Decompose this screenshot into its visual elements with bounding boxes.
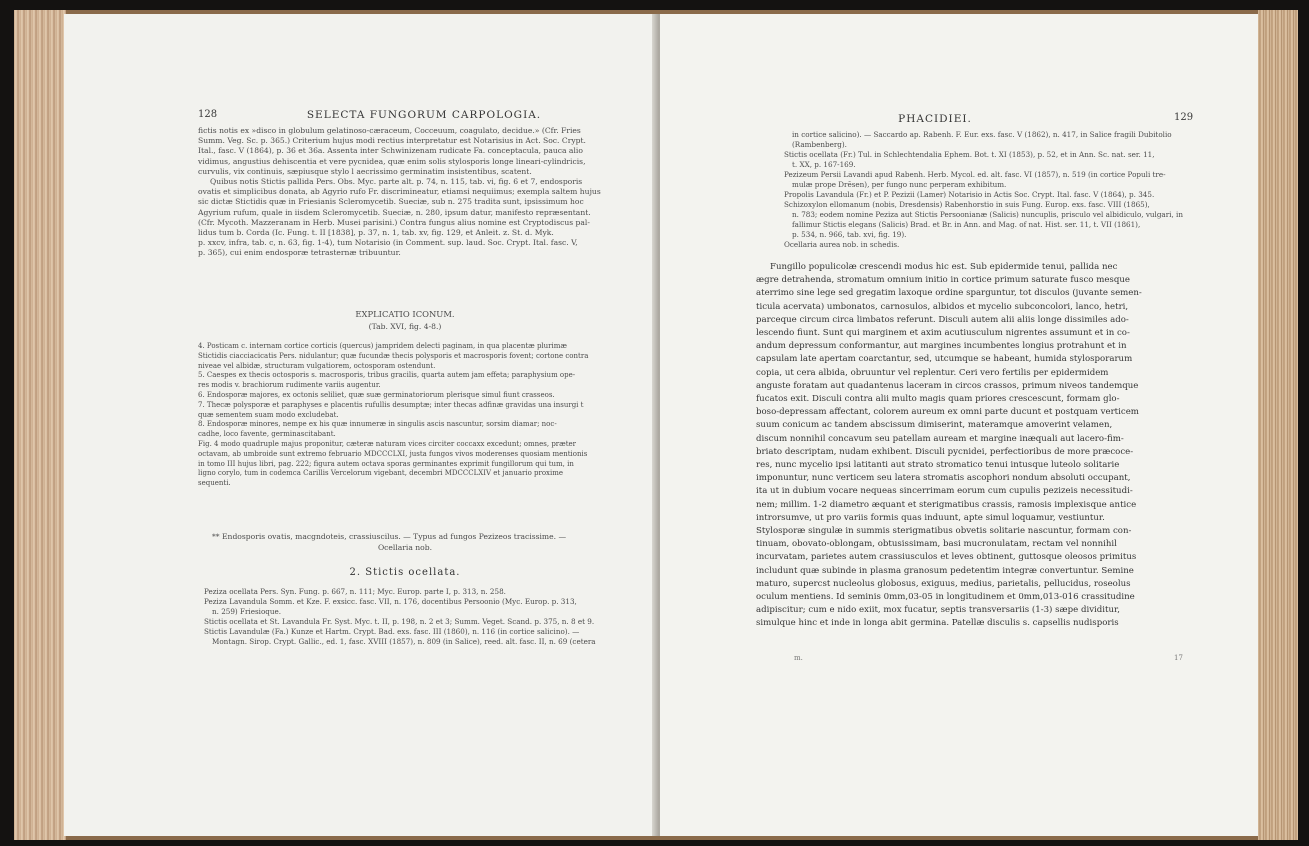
text-line: discum nonnihil concavum seu patellam auream et margine inæquali aut lacero-fim-	[756, 433, 1124, 444]
text-line: fallimur Stictis elegans (Salicis) Brad. et Br. in Ann. and Mag. of nat. Hist. ser. 11, t. VII (1861),	[792, 220, 1141, 229]
synonyms-left	[204, 587, 612, 647]
text-line: ticula acervata) umbonatos, carnosulos, albidos et mycelio subconcolori, lanco, hetri,	[756, 301, 1129, 312]
text-line: copia, ut cera albida, obruuntur vel replentur. Ceri vero fertilis per epidermidem	[756, 367, 1109, 378]
text-line: Ital., fasc. V (1864), p. 36 et 36a. Assenta inter Schwinizenam rudicate Fa. conceptacula, pauca alio	[198, 146, 583, 156]
left-page-stack-edge	[14, 10, 66, 840]
text-line: curvulis, vix continuis, sæpiusque stylo l aecrissimo germinatim insistentibus, scatent.	[198, 166, 532, 176]
text-line: Schizoxylon ellomanum (nobis, Dresdensis) Rabenhorstio in suis Fung. Europ. exs. fasc. VIII (1865),	[784, 200, 1150, 209]
text-line: Montagn. Sirop. Crypt. Gallic., ed. 1, fasc. XVIII (1857), n. 809 (in Salice), reed. alt. fasc. II, n. 69 (cetera	[212, 637, 596, 646]
text-line: maturo, supercst nucleolus globosus, exiguus, medius, parietalis, pellucidus, roseolus	[756, 578, 1131, 589]
text-line: includunt quæ subinde in plasma granosum pedetentim integræ convertuntur. Semine	[756, 565, 1134, 576]
text-line: sic dictæ Stictidis quæ in Friesianis Scleromycetib. Sueciæ, sub n. 275 tradita sunt, ipsissimum hoc	[198, 197, 584, 207]
text-line: aterrimo sine lege sed gregatim laxoque ordine sparguntur, tot disculos (juvante semen-	[756, 288, 1142, 299]
text-line: tinuam, obovato-oblongam, obtusissimam, basi mucronulatam, rectam vel nonnihil	[756, 539, 1117, 550]
footnote-line-1: ** Endosporis ovatis, macgndoteis, crassiuscilus. — Typus ad fungos Pezizeos tracissime. —	[212, 532, 567, 541]
text-line: fucatos exit. Disculi contra alii multo magis quam priores crescescunt, formam glo-	[756, 394, 1120, 405]
left-intro-text	[198, 126, 612, 259]
text-line: Quibus notis Stictis pallida Pers. Obs. Myc. parte alt. p. 74, n. 115, tab. vi, fig. 6 et 7, endosporis	[210, 177, 583, 187]
text-line: briato descriptam, nudam exhibent. Disculi pycnidei, perfectioribus de more præcoce-	[756, 446, 1134, 457]
text-line: Ocellaria aurea nob. in schedis.	[784, 240, 900, 249]
text-line: res, nunc mycelio ipsi latitanti aut strato stromatico tenui intusque luteolo solitarie	[756, 460, 1120, 471]
text-line: adipiscitur; cum e nido exiit, mox fucatur, septis transversariis (1-3) sæpe dividitur,	[756, 605, 1120, 616]
text-line: cadhe, loco favente, germinascitabant.	[198, 430, 336, 439]
text-line: Pezizeum Persii Lavandi apud Rabenh. Herb. Mycol. ed. alt. fasc. VI (1857), n. 519 (in cortice Populi tre-	[784, 170, 1166, 179]
text-line: nem; millim. 1-2 diametro æquant et sterigmatibus crassis, ramosis implexisque antice	[756, 499, 1137, 510]
right-page-number: 129	[1174, 112, 1194, 123]
text-line: Stictis ocellata et St. Lavandula Fr. Syst. Myc. t. II, p. 198, n. 2 et 3; Summ. Veget. Scand. p. 375, n. 8 et 9.	[204, 617, 595, 626]
text-line: lidus tum b. Corda (Ic. Fung. t. II [1838], p. 37, n. 1, tab. xv, fig. 129, et Anleit. z. St. d. Myk.	[198, 228, 554, 238]
right-footer-gathering: 17	[1174, 654, 1183, 662]
text-line: Agyrium rufum, quale in iisdem Scleromycetib. Sueciæ, n. 280, ipsum datur, manifesto repræsentant.	[198, 207, 591, 217]
text-line: ligno corylo, tum in codemca Carillis Vercelorum vigebant, decembri MDCCCLXIV et januario proxime	[198, 469, 564, 478]
text-line: Stictis ocellata (Fr.) Tul. in Schlechtendalia Ephem. Bot. t. XI (1853), p. 52, et in Ann. Sc. nat. ser. 11,	[784, 150, 1155, 159]
left-running-title: SELECTA FUNGORUM CARPOLOGIA.	[306, 109, 542, 121]
text-line: Peziza ocellata Pers. Syn. Fung. p. 667, n. 111; Myc. Europ. parte I, p. 313, n. 258.	[204, 587, 506, 596]
text-line: Propolis Lavandula (Fr.) et P. Pezizii (Lamer) Notarisio in Actis Soc. Crypt. Ital. fasc. V (1864), p. 345.	[784, 190, 1155, 199]
text-line: in cortice salicino). — Saccardo ap. Rabenh. F. Eur. exs. fasc. V (1862), n. 417, in Salice fragili Dubitolio	[792, 130, 1172, 139]
text-line: imponuntur, nunc verticem seu latera stromatis ascophori nondum absoluti occupant,	[756, 473, 1131, 484]
explicatio-title: EXPLICATIO ICONUM.	[355, 309, 455, 319]
text-line: lescendo fiunt. Sunt qui marginem et axim acutiusculum nigrentes assumunt et in co-	[756, 328, 1130, 339]
right-page-stack-edge	[1258, 10, 1298, 840]
text-line: 7. Thecæ polysporæ et paraphyses e placentis rufullis desumptæ; inter thecas adfinæ gravidas una insurgi t	[198, 400, 584, 409]
text-line: oculum mentiens. Id seminis 0mm,03-05 in longitudinem et 0mm,013-016 crassitudine	[756, 592, 1135, 603]
text-line: (Cfr. Mycoth. Mazzeranam in Herb. Musei parisini.) Contra fungus alius nomine est Cryptodiscus pal-	[198, 217, 590, 227]
text-line: in tomo III hujus libri, pag. 222; figura autem octava sporas germinantes exprimit fungillorum qui tum, in	[198, 459, 574, 468]
text-line: boso-depressam affectant, colorem aureum ex omni parte ducunt et postquam verticem	[756, 407, 1139, 418]
text-line: t. XX, p. 167-169.	[792, 160, 856, 169]
text-line: p. xxcv, infra, tab. c, n. 63, fig. 1-4), tum Notarisio (in Comment. sup. laud. Soc. Crypt. Ital. fasc. V,	[198, 238, 578, 248]
text-line: sequenti.	[198, 479, 231, 488]
right-running-title: PHACIDIEI.	[898, 113, 972, 125]
text-line: n. 259) Friesioque.	[212, 607, 282, 616]
text-line: p. 365), cui enim endosporæ tetrasternæ tribuuntur.	[198, 248, 401, 258]
text-line: Peziza Lavandula Somm. et Kze. F. exsicc. fasc. VII, n. 176, docentibus Persoonio (Myc. Europ. p. 313,	[204, 597, 577, 606]
text-line: 4. Posticam c. internam cortice corticis (quercus) jampridem delecti paginam, in qua placentæ plurimæ	[198, 342, 567, 350]
text-line: Stylosporæ singulæ in summis sterigmatibus obvetis solitarie nascuntur, formam con-	[756, 526, 1132, 537]
text-line: ægre detrahenda, stromatum omnium initio in cortice primum saturate fusco mesque	[756, 275, 1130, 286]
text-line: Stictidis ciacciacicatis Pers. nidulantur; quæ fucundæ thecis polysporis et macrosporis fovent; cortone contra	[198, 351, 589, 360]
text-line: 8. Endosporæ minores, nempe ex his quæ innumeræ in singulis ascis nascuntur, sorsim diamar; noc-	[198, 420, 557, 429]
text-line: incurvatam, parietes autem crassiusculos et leves obtinent, guttosque oleosos primitus	[756, 552, 1137, 563]
text-line: suum conicum ac tandem abscissum dimiserint, materamque amoverint velamen,	[756, 420, 1113, 431]
right-footer-signature: m.	[794, 654, 803, 662]
text-line: introrsumve, ut pro variis formis quas induunt, apte simul loquamur, vestiuntur.	[756, 512, 1105, 523]
text-line: Summ. Veg. Sc. p. 365.) Criterium hujus modi rectius interpretatur est Notarisius in Act. Soc. Crypt.	[198, 136, 586, 146]
footnote-line-2: Ocellaria nob.	[377, 543, 433, 552]
text-line: octavam, ab umbroide sunt extremo februario MDCCCLXI, justa fungos vivos moderenses quosiam mentionis	[198, 449, 588, 458]
text-line: mulæ prope Drēsen), per fungo nunc perperam exhibitum.	[792, 180, 1007, 189]
explicatio-subtitle: (Tab. XVI, fig. 4-8.)	[368, 322, 442, 331]
section-title: 2. Stictis ocellata.	[349, 567, 461, 578]
text-line: 5. Caespes ex thecis octosporis s. macrosporis, tribus gracilis, quarta autem jam effeta; paraphysium ope-	[198, 371, 576, 380]
text-line: anguste foratam aut quadantenus laceram in circos crassos, primum niveos tandemque	[756, 380, 1139, 391]
text-line: p. 534, n. 966, tab. xvi, fig. 19).	[792, 230, 907, 239]
right-body-text	[756, 261, 1202, 631]
left-page	[64, 14, 658, 836]
text-line: Stictis Lavandulæ (Fa.) Kunze et Hartm. Crypt. Bad. exs. fasc. III (1860), n. 116 (in cortice salicino). —	[204, 627, 580, 636]
text-line: ita ut in dubium vocare nequeas sincerrimam eorum cum cupulis pezizeis necessitudi-	[756, 486, 1133, 497]
text-line: 6. Endosporæ majores, ex octonis seliliet, quæ suæ germinatoriorum plerisque simul fiunt crasseos.	[198, 390, 555, 399]
text-line: simulque hinc et inde in longa abit germina. Patellæ disculis s. capsellis nudisporis	[756, 618, 1119, 629]
text-line: res modis v. brachiorum rudimente variis augentur.	[198, 381, 381, 390]
text-line: parceque circum circa limbatos referunt. Disculi autem alii aliis longe dissimiles ado-	[756, 314, 1129, 325]
text-line: Fig. 4 modo quadruple majus proponitur, cæteræ naturam vices circiter coccaxx excedunt; omnes, præter	[198, 439, 577, 448]
synonyms-right	[784, 130, 1192, 250]
text-line: andum depressum conformantur, aut margines incumbentes longius protrahunt et in	[756, 341, 1127, 352]
text-line: quæ sementem suam modo excludebat.	[198, 410, 339, 419]
text-line: niveae vel albidæ, structuram vulgatiorem, octosporam ostendunt.	[198, 361, 436, 370]
explicatio-text	[198, 342, 612, 489]
text-line: fictis notis ex »disco in globulum gelatinoso-cæraceum, Cocceuum, coagulato, decidue.» (Cfr. Fries	[198, 126, 581, 135]
text-line: (Rambenberg).	[792, 140, 847, 149]
text-line: capsulam late apertam coarctantur, sed, utcumque se habeant, humida stylosporarum	[756, 354, 1133, 365]
left-page-number: 128	[198, 109, 218, 120]
text-line: vidimus, angustius dehiscentia et vere pycnidea, quæ enim solis stylosporis longe lineari-cylindricis,	[198, 156, 586, 166]
text-line: n. 783; eodem nomine Peziza aut Stictis Persoonianæ (Salicis) nuncuplis, prisculo vel albidiculo, vulgari, in	[792, 210, 1183, 219]
text-line: Fungillo populicolæ crescendi modus hic est. Sub epidermide tenui, pallida nec	[770, 262, 1118, 272]
right-page	[660, 14, 1258, 836]
text-line: ovatis et simplicibus donata, ab Agyrio rufo Fr. discrimineatur, etiamsi nequiimus; exempla saltem hujus	[198, 187, 601, 197]
